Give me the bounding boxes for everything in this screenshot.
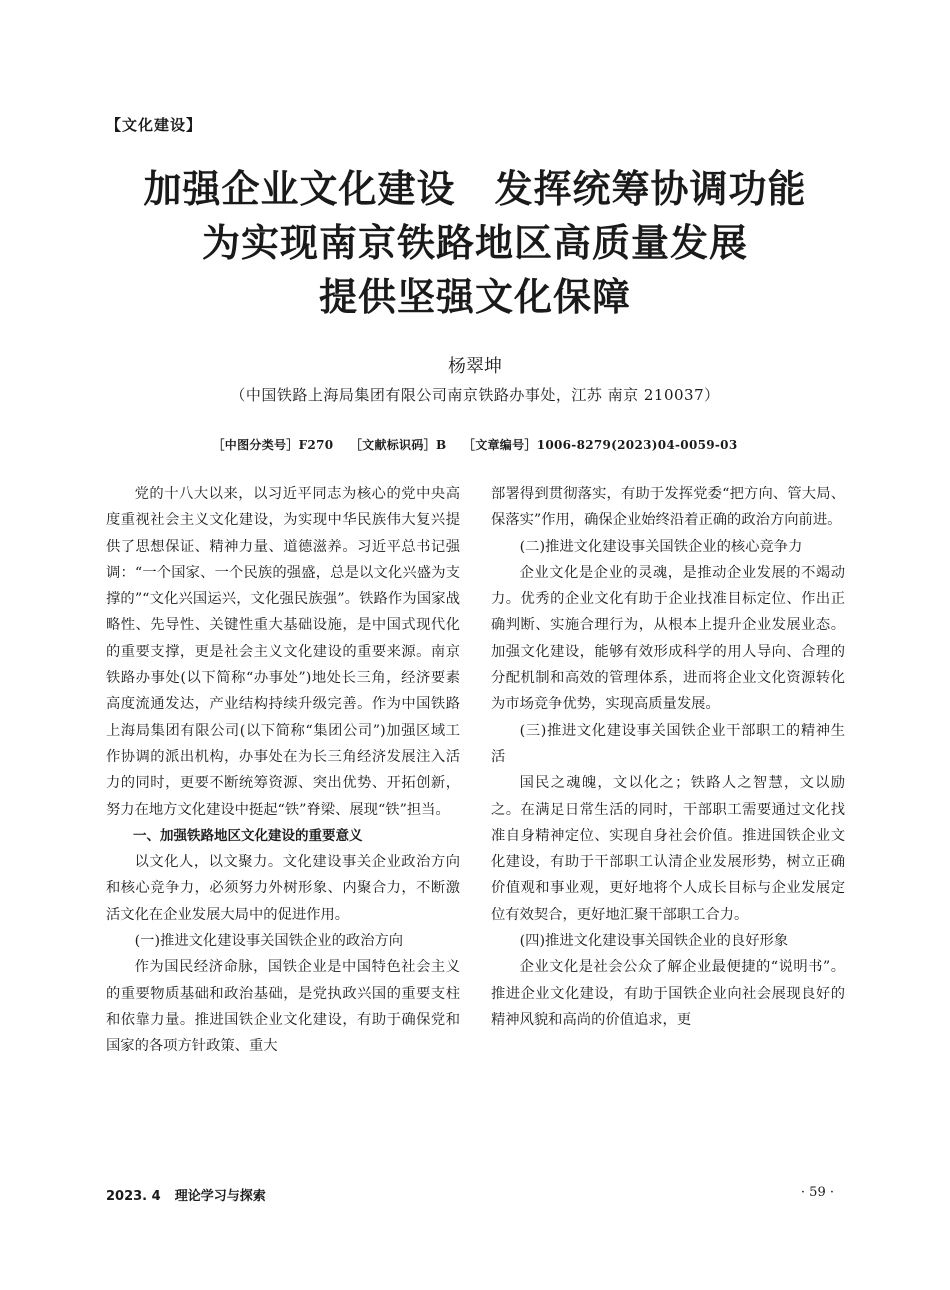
- title-line: 为实现南京铁路地区高质量发展: [201, 221, 748, 265]
- document-code: ［文献标识码］B: [349, 438, 447, 452]
- body-paragraph: 党的十八大以来，以习近平同志为核心的党中央高度重视社会主义文化建设，为实现中华民族伟大复兴提供了思想保证、精神力量、道德滋养。习近平总书记强调：“一个国家、一个民族的强盛，总是以文化兴盛为支撑的”“文化兴国运兴，文化强民族强”。铁路作为国家战略性、先导性、关键性重大基础设施，是中国式现代化的重要支撑，更是社会主义文化建设的重要来源。南京铁路办事处(以下简称“办事处”)地处长三角，经济要素高度流通发达，产业结构持续升级完善。作为中国铁路上海局集团有限公司(以下简称“集团公司”)加强区域工作协调的派出机构，办事处在为长三角经济发展注入活力的同时，更要不断统筹资源、突出优势、开拓创新，努力在地方文化建设中挺起“铁”脊梁、展现“铁”担当。: [106, 486, 460, 818]
- body-paragraph: 作为国民经济命脉，国铁企业是中国特色社会主义的重要物质基础和政治基础，是党执政兴国的重要支柱和依靠力量。推进国铁企业文化建设，有助于确保党和国家的各项方针政策、重大: [106, 959, 460, 1055]
- page-number: · 59 ·: [800, 1185, 834, 1200]
- title-line: 加强企业文化建设 发挥统筹协调功能: [143, 167, 807, 211]
- classification-line: [0, 436, 950, 453]
- subsection-heading: (三)推进文化建设事关国铁企业干部职工的精神生活: [491, 722, 845, 765]
- body-paragraph: 国民之魂魄，文以化之；铁路人之智慧，文以励之。在满足日常生活的同时，干部职工需要通过文化找准自身精神定位、实现自身社会价值。推进国铁企业文化建设，有助于干部职工认清企业发展形势，树立正确价值观和事业观，更好地将个人成长目标与企业发展定位有效契合，更好地汇聚干部职工合力。: [491, 775, 845, 923]
- subsection-heading: (二)推进文化建设事关国铁企业的核心竞争力: [519, 538, 803, 555]
- right-column: [491, 481, 845, 1033]
- subsection-heading: (一)推进文化建设事关国铁企业的政治方向: [134, 933, 404, 950]
- body-paragraph: 企业文化是企业的灵魂，是推动企业发展的不竭动力。优秀的企业文化有助于企业找准目标定位、作出正确判断、实施合理行为，从根本上提升企业发展业态。加强文化建设，能够有效形成科学的用人导向、合理的分配机制和高效的管理体系，进而将企业文化资源转化为市场竞争优势，实现高质量发展。: [491, 564, 845, 713]
- issue-number: 2023. 4: [106, 1189, 161, 1204]
- author-affiliation: （中国铁路上海局集团有限公司南京铁路办事处，江苏 南京 210037）: [230, 386, 720, 404]
- footer-journal-info: [106, 1185, 266, 1204]
- article-title: [60, 162, 890, 324]
- body-paragraph: 企业文化是社会公众了解企业最便捷的“说明书”。推进企业文化建设，有助于国铁企业向社会展现良好的精神风貌和高尚的价值追求，更: [491, 959, 845, 1028]
- section-heading: 一、加强铁路地区文化建设的重要意义: [133, 827, 363, 844]
- subsection-heading: (四)推进文化建设事关国铁企业的良好形象: [519, 933, 789, 950]
- body-paragraph: 以文化人，以文聚力。文化建设事关企业政治方向和核心竞争力，必须努力外树形象、内聚合力，不断激活文化在企业发展大局中的促进作用。: [106, 854, 460, 923]
- clc-number: ［中图分类号］F270: [212, 438, 334, 452]
- article-number: ［文章编号］1006-8279(2023)04-0059-03: [462, 438, 738, 452]
- section-tag: 【文化建设】: [106, 116, 203, 134]
- author-name: 杨翠坤: [448, 356, 502, 377]
- title-line: 提供坚强文化保障: [318, 275, 631, 319]
- left-column: [106, 481, 460, 1060]
- journal-name: 理论学习与探索: [174, 1189, 266, 1204]
- body-paragraph: 部署得到贯彻落实，有助于发挥党委“把方向、管大局、保落实”作用，确保企业始终沿着正确的政治方向前进。: [491, 486, 845, 529]
